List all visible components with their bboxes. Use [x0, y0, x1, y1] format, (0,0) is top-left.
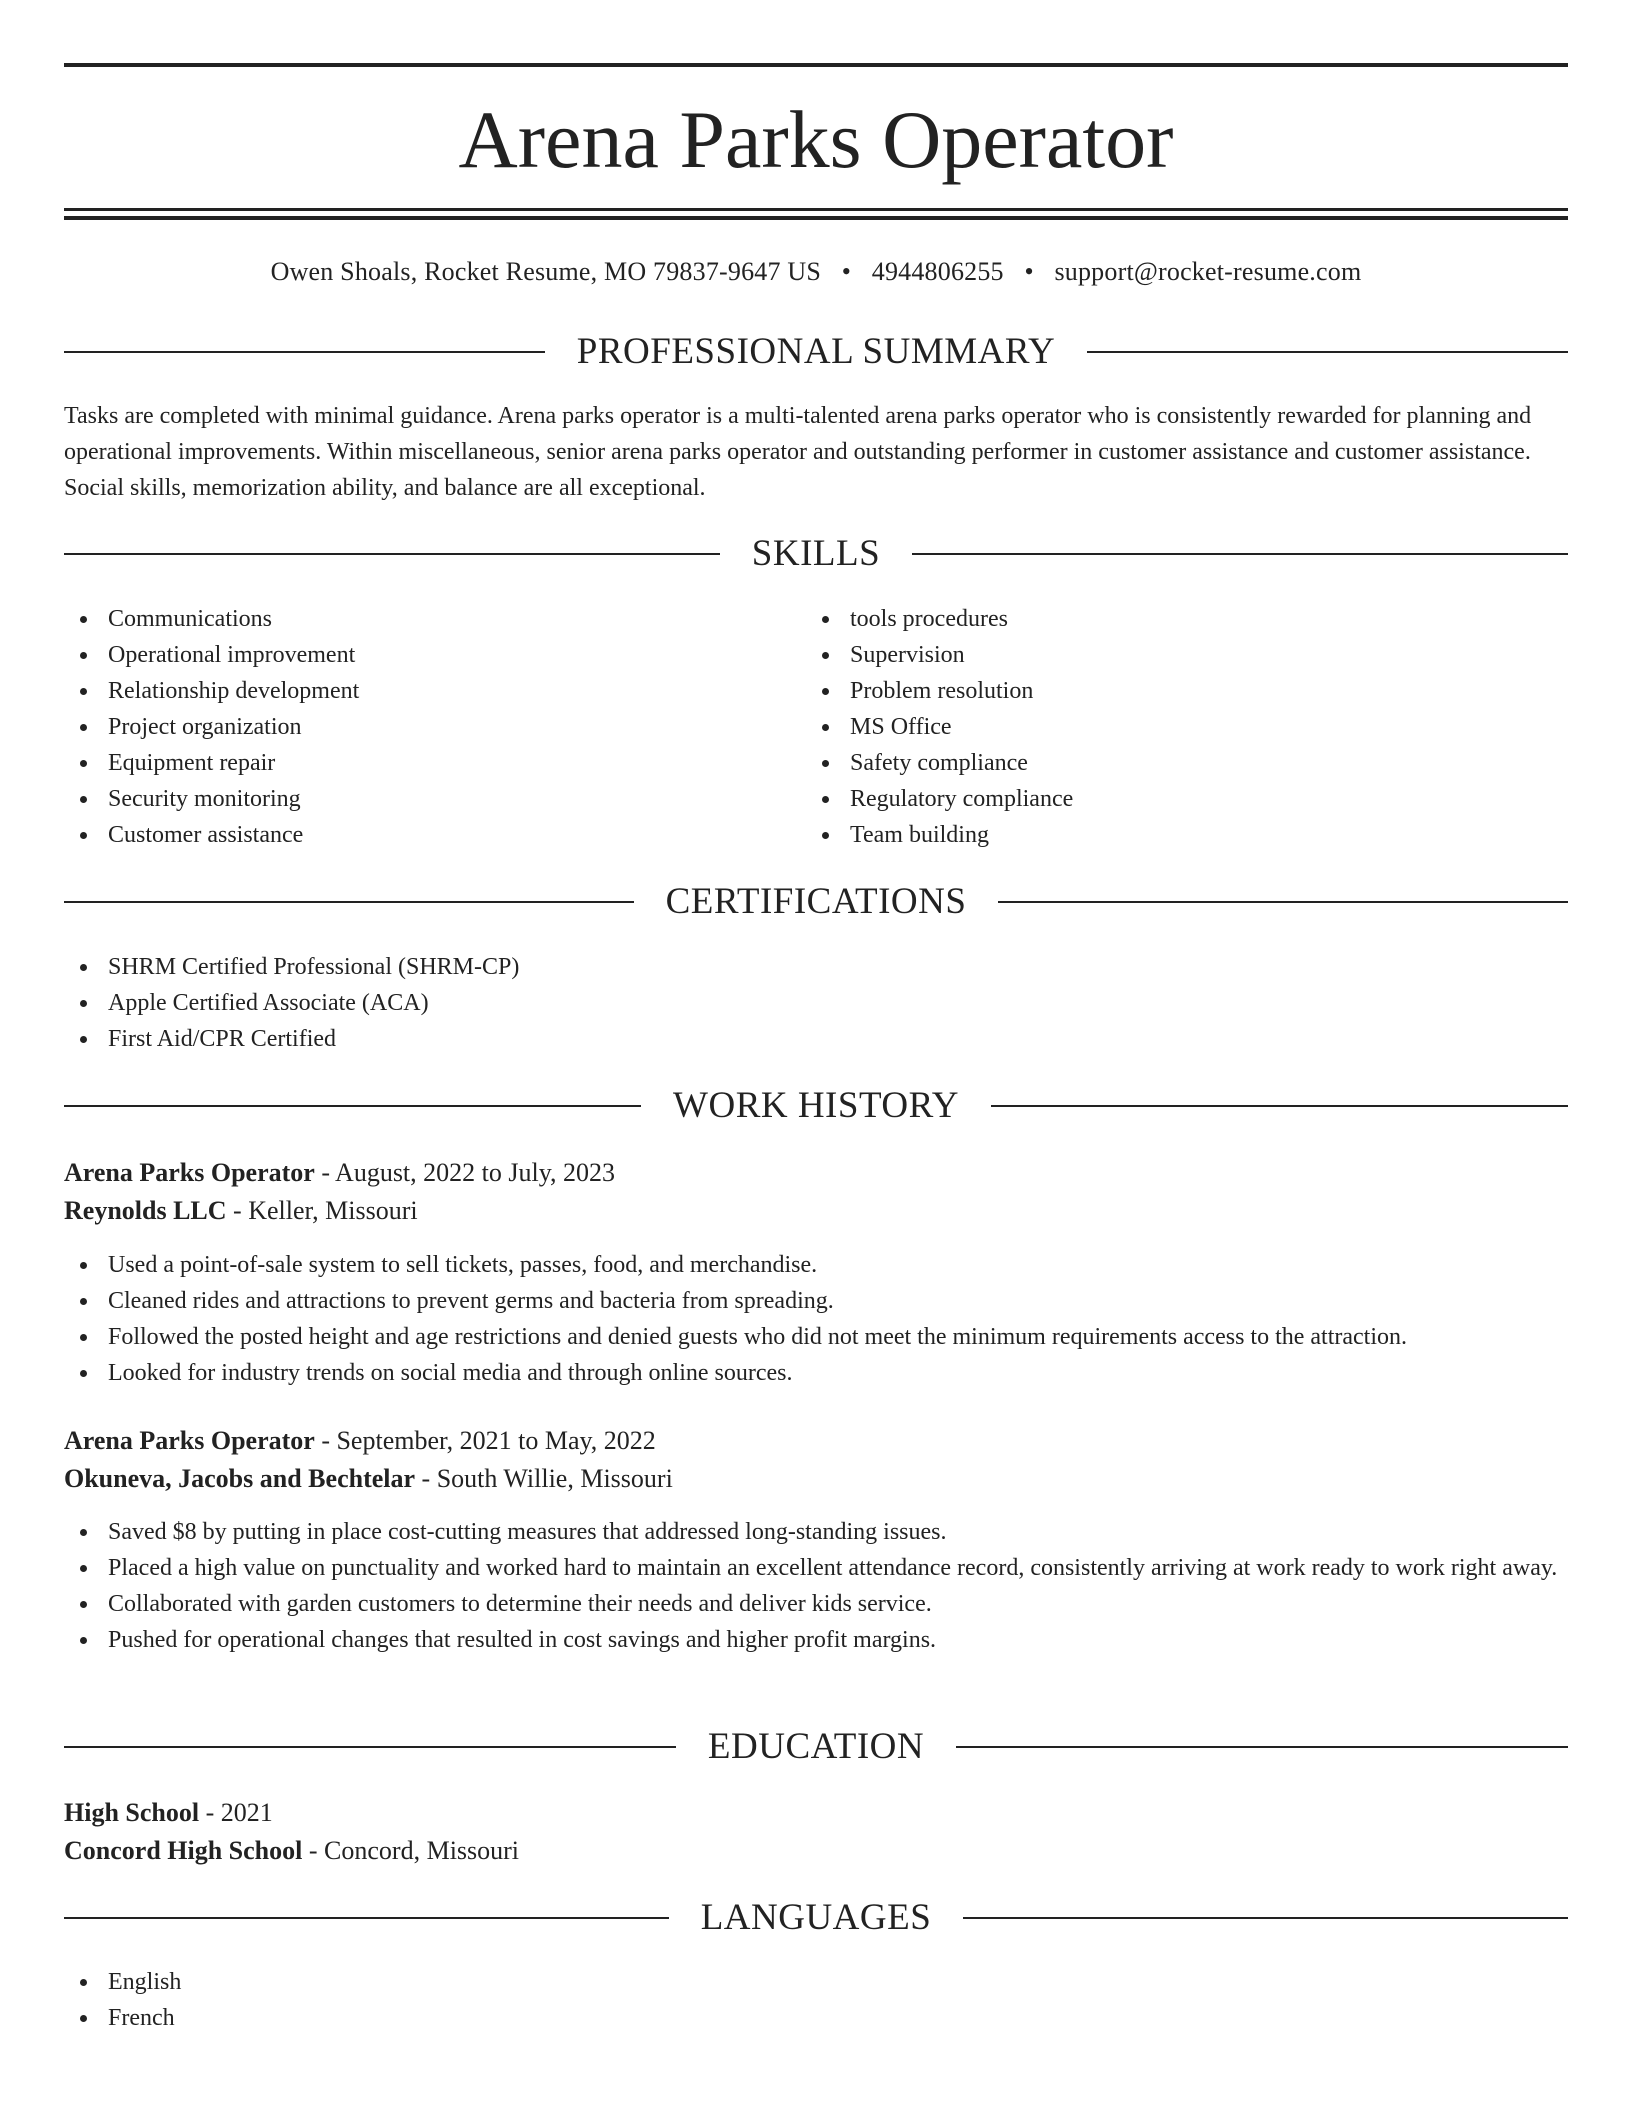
- section-rule: [991, 1105, 1568, 1107]
- job-bullet: Placed a high value on punctuality and worked hard to maintain an excellent attendance record, consistently arriving at work ready to work right away.: [64, 1550, 1568, 1586]
- section-rule: [956, 1746, 1568, 1748]
- language-item: English: [64, 1964, 1568, 2000]
- skill-item: MS Office: [806, 709, 1566, 745]
- section-header-certifications: [64, 880, 1568, 924]
- section-title: SKILLS: [751, 533, 881, 574]
- certification-item: Apple Certified Associate (ACA): [64, 985, 1568, 1021]
- job-location: - Keller, Missouri: [226, 1196, 418, 1225]
- job-bullet: Looked for industry trends on social media and through online sources.: [64, 1355, 1568, 1391]
- skill-item: Team building: [806, 817, 1566, 853]
- job-bullet: Cleaned rides and attractions to prevent germs and bacteria from spreading.: [64, 1283, 1568, 1319]
- contact-separator: •: [841, 257, 852, 286]
- education-year: - 2021: [199, 1798, 273, 1827]
- job-company-line: [64, 1460, 1568, 1498]
- language-item: French: [64, 2000, 1568, 2036]
- skill-item: Regulatory compliance: [806, 781, 1566, 817]
- section-title: LANGUAGES: [700, 1897, 932, 1938]
- job-title-line: [64, 1154, 1568, 1192]
- section-rule: [64, 1746, 676, 1748]
- education-school: Concord High School: [64, 1836, 303, 1865]
- languages-list: [64, 1964, 1568, 2036]
- section-rule: [64, 901, 634, 903]
- work-entry: [64, 1422, 1568, 1498]
- section-rule: [912, 553, 1568, 555]
- section-title: WORK HISTORY: [673, 1085, 959, 1126]
- section-header-education: [64, 1725, 1568, 1769]
- contact-phone: 4944806255: [871, 257, 1004, 286]
- job-bullet: Saved $8 by putting in place cost-cutting measures that addressed long-standing issues.: [64, 1514, 1568, 1550]
- skill-item: Problem resolution: [806, 673, 1566, 709]
- certification-item: First Aid/CPR Certified: [64, 1021, 1568, 1057]
- section-header-languages: [64, 1896, 1568, 1940]
- contact-separator: •: [1024, 257, 1034, 286]
- section-rule: [963, 1917, 1568, 1919]
- section-rule: [64, 1917, 669, 1919]
- section-rule: [1087, 351, 1568, 353]
- section-title: CERTIFICATIONS: [665, 881, 967, 922]
- job-bullet: Collaborated with garden customers to determine their needs and deliver kids service.: [64, 1586, 1568, 1622]
- contact-address: Owen Shoals, Rocket Resume, MO 79837-9647 US: [270, 257, 822, 286]
- section-rule: [64, 351, 545, 353]
- skill-item: Relationship development: [64, 673, 804, 709]
- skill-item: Operational improvement: [64, 637, 804, 673]
- section-rule: [64, 1105, 641, 1107]
- certifications-list: [64, 949, 1568, 1057]
- skill-item: Security monitoring: [64, 781, 804, 817]
- section-header-skills: [64, 532, 1568, 576]
- education-degree: High School: [64, 1798, 200, 1827]
- education-entry: [64, 1794, 1568, 1870]
- job-dates: - September, 2021 to May, 2022: [314, 1426, 656, 1455]
- skill-item: Safety compliance: [806, 745, 1566, 781]
- section-rule: [64, 553, 720, 555]
- top-rule: [64, 63, 1568, 67]
- section-header-work: [64, 1084, 1568, 1128]
- skill-item: Customer assistance: [64, 817, 804, 853]
- certification-item: SHRM Certified Professional (SHRM-CP): [64, 949, 1568, 985]
- skill-item: Equipment repair: [64, 745, 804, 781]
- education-degree-line: [64, 1794, 1568, 1832]
- resume-title: Arena Parks Operator: [458, 94, 1174, 185]
- section-rule: [998, 901, 1568, 903]
- job-title: Arena Parks Operator: [64, 1426, 315, 1455]
- skill-item: Supervision: [806, 637, 1566, 673]
- job-bullet: Followed the posted height and age restrictions and denied guests who did not meet the minimum requirements access to the attraction.: [64, 1319, 1568, 1355]
- job-company-line: [64, 1192, 1568, 1230]
- job-title: Arena Parks Operator: [64, 1158, 315, 1187]
- skill-item: Project organization: [64, 709, 804, 745]
- work-entry: [64, 1154, 1568, 1230]
- job-bullets: [64, 1247, 1568, 1391]
- section-title: EDUCATION: [707, 1726, 925, 1767]
- skill-item: tools procedures: [806, 601, 1566, 637]
- job-bullet: Pushed for operational changes that resulted in cost savings and higher profit margins.: [64, 1622, 1568, 1658]
- job-company: Okuneva, Jacobs and Bechtelar: [64, 1464, 416, 1493]
- summary-text: Tasks are completed with minimal guidance. Arena parks operator is a multi-talented arena parks operator who is consistently rewarded for planning and operational improvements. Within miscellaneous, senior arena parks operator and outstanding performer in customer assistance and customer assistance. Social skills, memorization ability, and balance are all exceptional.: [64, 403, 1532, 501]
- job-dates: - August, 2022 to July, 2023: [314, 1158, 616, 1187]
- skills-list-left: [64, 601, 804, 853]
- contact-email: support@rocket-resume.com: [1054, 257, 1362, 286]
- job-location: - South Willie, Missouri: [415, 1464, 673, 1493]
- contact-line: [64, 254, 1568, 290]
- title-double-rule: [64, 208, 1568, 220]
- job-title-line: [64, 1422, 1568, 1460]
- education-school-line: [64, 1832, 1568, 1870]
- skill-item: Communications: [64, 601, 804, 637]
- job-bullet: Used a point-of-sale system to sell tickets, passes, food, and merchandise.: [64, 1247, 1568, 1283]
- education-location: - Concord, Missouri: [302, 1836, 520, 1865]
- section-title: PROFESSIONAL SUMMARY: [576, 331, 1056, 372]
- job-company: Reynolds LLC: [64, 1196, 227, 1225]
- section-header-summary: [64, 330, 1568, 374]
- job-bullets: [64, 1514, 1568, 1658]
- skills-list-right: [806, 601, 1566, 853]
